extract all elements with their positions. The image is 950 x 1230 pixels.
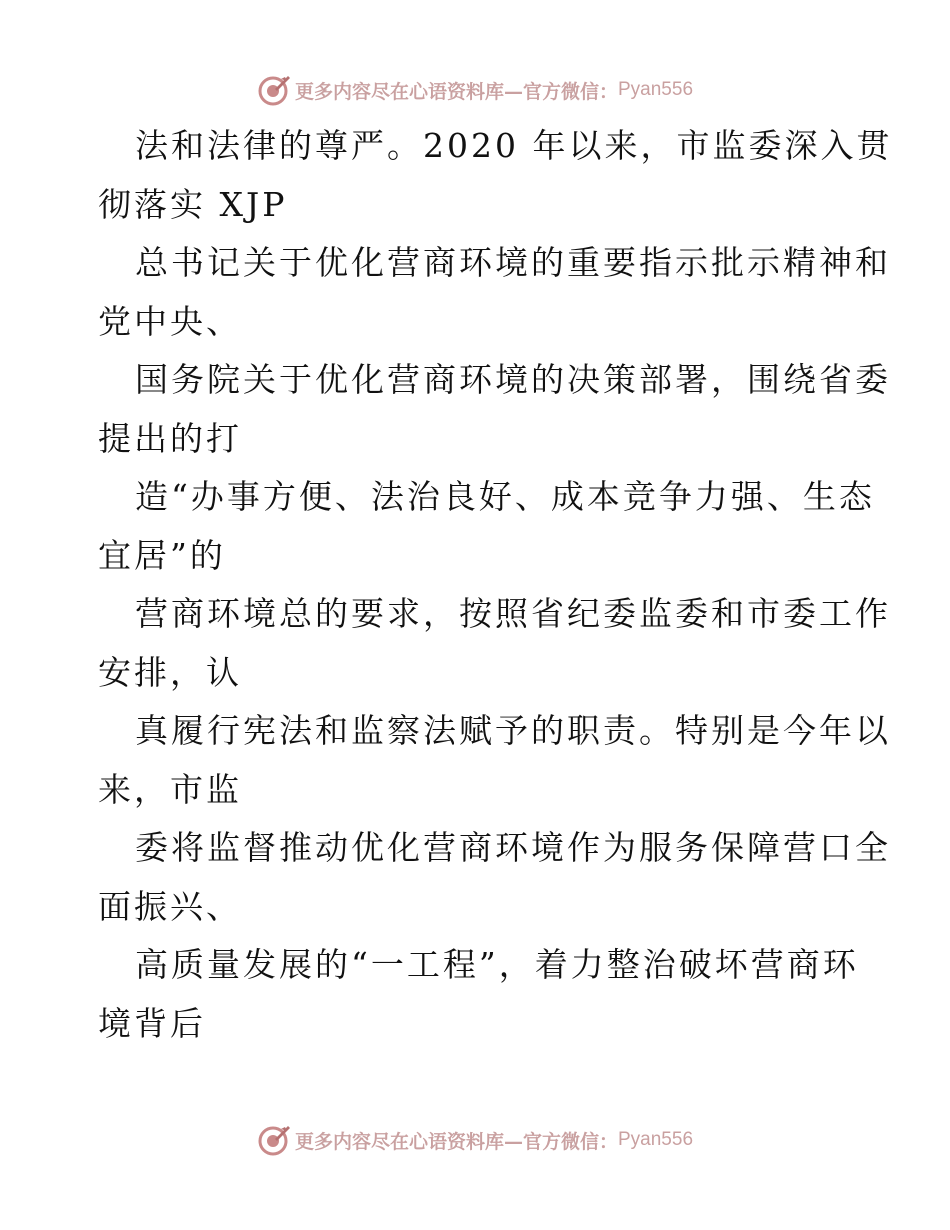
text-line: 境背后: [98, 1003, 206, 1043]
text-line: 国务院关于优化营商环境的决策部署，围绕省委: [135, 360, 891, 399]
text-line: 委将监督推动优化营商环境作为服务保障营口全: [135, 828, 891, 867]
watermark-text: 更多内容尽在心语资料库—官方微信：: [294, 80, 618, 103]
text-line: 宜居”的: [98, 535, 226, 575]
footer-watermark: [0, 1120, 950, 1160]
text-line: 总书记关于优化营商环境的重要指示批示精神和: [135, 243, 891, 282]
text-line: 营商环境总的要求，按照省纪委监委和市委工作: [135, 594, 891, 633]
text-line: 造“办事方便、法治良好、成本竞争力强、生态: [135, 477, 875, 516]
quill-seal-icon: [257, 73, 291, 107]
text-line: 彻落实 XJP: [98, 184, 288, 224]
header-watermark: [0, 70, 950, 110]
quill-seal-icon: [257, 1123, 291, 1157]
text-line: 来，市监: [98, 769, 242, 809]
watermark-id: Pyan556: [618, 79, 694, 100]
document-body: [98, 117, 893, 1053]
text-line: 法和法律的尊严。2020 年以来，市监委深入贯: [135, 126, 893, 165]
text-line: 党中央、: [98, 301, 242, 341]
text-line: 提出的打: [98, 418, 242, 458]
watermark-text: 更多内容尽在心语资料库—官方微信：: [294, 1130, 618, 1153]
watermark-id: Pyan556: [618, 1129, 694, 1150]
text-line: 高质量发展的“一工程”，着力整治破坏营商环: [135, 945, 859, 984]
text-line: 真履行宪法和监察法赋予的职责。特别是今年以: [135, 711, 891, 750]
text-line: 面振兴、: [98, 886, 242, 926]
text-line: 安排，认: [98, 652, 242, 692]
